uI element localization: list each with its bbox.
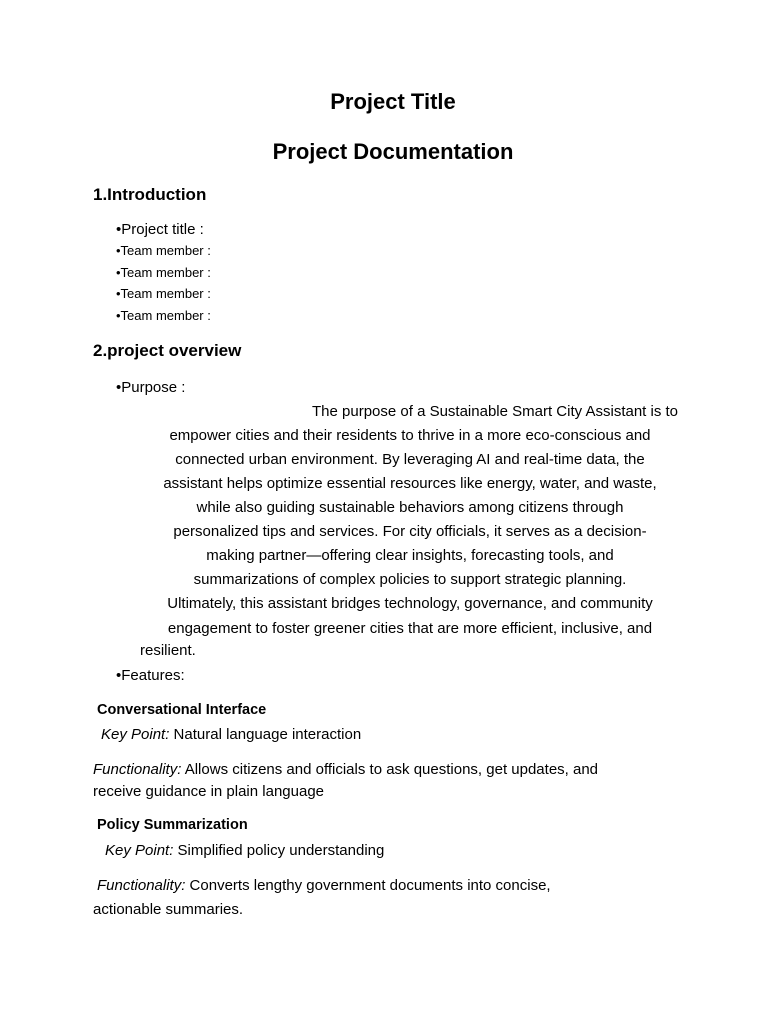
intro-item-team-member-2: •Team member : xyxy=(116,265,211,280)
functionality-value: Converts lengthy government documents into concise, xyxy=(189,877,551,894)
purpose-line-5: while also guiding sustainable behaviors among citizens through xyxy=(196,499,624,516)
purpose-line-6: personalized tips and services. For city officials, it serves as a decision- xyxy=(173,523,647,540)
features-label: •Features: xyxy=(116,667,185,684)
intro-item-team-member-4: •Team member : xyxy=(116,308,211,323)
feature-functionality-line-2: receive guidance in plain language xyxy=(93,783,325,800)
feature-title-conversational-interface: Conversational Interface xyxy=(97,702,267,718)
document-subtitle: Project Documentation xyxy=(272,139,514,164)
key-point-value: Natural language interaction xyxy=(173,726,362,743)
feature-title-policy-summarization: Policy Summarization xyxy=(97,817,248,833)
overview-heading: 2.project overview xyxy=(93,341,242,360)
functionality-value: Allows citizens and officials to ask questions, get updates, and xyxy=(184,761,599,778)
functionality-label: Functionality: xyxy=(97,877,186,894)
feature-functionality-line-1 xyxy=(93,761,598,778)
purpose-line-1: The purpose of a Sustainable Smart City Assistant is to xyxy=(312,403,679,420)
feature-key-point xyxy=(101,726,361,743)
functionality-label: Functionality: xyxy=(93,761,182,778)
feature-functionality-line-2: actionable summaries. xyxy=(93,901,244,918)
purpose-line-3: connected urban environment. By leveraging AI and real-time data, the xyxy=(175,451,645,468)
key-point-value: Simplified policy understanding xyxy=(177,842,385,859)
intro-item-project-title: •Project title : xyxy=(116,221,204,238)
document-title: Project Title xyxy=(330,89,456,114)
purpose-line-9: Ultimately, this assistant bridges technology, governance, and community xyxy=(167,595,653,612)
key-point-label: Key Point: xyxy=(105,842,174,859)
key-point-label: Key Point: xyxy=(101,726,170,743)
purpose-label: •Purpose : xyxy=(116,379,186,396)
purpose-line-10: engagement to foster greener cities that are more efficient, inclusive, and xyxy=(167,620,653,637)
feature-key-point xyxy=(105,842,384,859)
intro-item-team-member-3: •Team member : xyxy=(116,286,211,301)
purpose-line-11: resilient. xyxy=(140,642,196,659)
purpose-line-7: making partner—offering clear insights, forecasting tools, and xyxy=(206,547,614,564)
introduction-heading: 1.Introduction xyxy=(93,185,207,204)
purpose-line-8: summarizations of complex policies to support strategic planning. xyxy=(193,571,627,588)
feature-functionality-line-1 xyxy=(97,877,551,894)
purpose-line-4: assistant helps optimize essential resources like energy, water, and waste, xyxy=(163,475,657,492)
intro-item-team-member-1: •Team member : xyxy=(116,243,211,258)
purpose-line-2: empower cities and their residents to thrive in a more eco-conscious and xyxy=(169,427,651,444)
